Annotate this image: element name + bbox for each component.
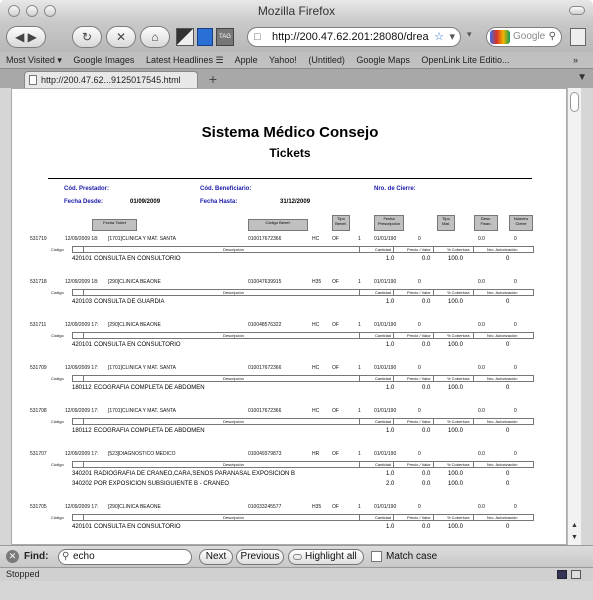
detail-code: 340202: [72, 481, 93, 487]
detail-header-cell: Cantidad: [375, 333, 392, 338]
search-placeholder: Google: [513, 31, 546, 42]
detail-header-cell: Cantidad: [375, 462, 392, 467]
ticket-tb: HC: [312, 408, 320, 414]
nro-cierre-label: Nro. de Cierre:: [374, 186, 416, 192]
ticket-provider: [290]CLINICA BEAONE: [108, 504, 161, 510]
ticket-n: 1: [358, 504, 361, 510]
new-tab-button[interactable]: +: [208, 71, 218, 87]
ticket-n: 1: [358, 451, 361, 457]
detail-header-divider: [433, 515, 434, 520]
back-icon[interactable]: ◀: [15, 30, 25, 44]
highlight-all-button[interactable]: [288, 549, 364, 565]
detail-header-cell: Nro. Autorización: [487, 462, 518, 467]
ticket-c: 0: [514, 236, 517, 242]
tab-bar: [0, 68, 593, 88]
detail-auth: 0: [506, 342, 510, 348]
ticket-id: 531719: [30, 236, 47, 242]
fecha-hasta-value: 31/12/2009: [280, 199, 311, 205]
ticket-c: 0: [514, 451, 517, 457]
detail-qty: 1.0: [386, 299, 395, 305]
detail-header: [51, 418, 534, 425]
fecha-desde-label: Fecha Desde:: [64, 199, 104, 205]
ticket-date: 12/09/2009 17:: [65, 504, 99, 510]
detail-cov: 100.0: [448, 471, 464, 477]
detail-desc: ECOGRAFIA COMPLETA DE ABDOMEN: [94, 428, 205, 434]
detail-auth: 0: [506, 524, 510, 530]
detail-header-cell: Descripción: [223, 515, 244, 520]
ticket-benef: 010049379873: [248, 451, 282, 457]
page-subtitle: Tickets: [269, 146, 311, 160]
reload-button[interactable]: [72, 26, 102, 48]
detail-code: 420101: [72, 524, 93, 530]
detail-header-divider: [359, 419, 360, 424]
ticket-c: 0: [514, 365, 517, 371]
detail-header-cell: Código: [51, 333, 64, 338]
ticket-a: 0: [418, 365, 421, 371]
detail-price: 0.0: [422, 299, 431, 305]
page-icon: [29, 75, 37, 85]
ticket-c: 0: [514, 504, 517, 510]
detail-header-divider: [393, 247, 394, 252]
detail-header-divider: [393, 419, 394, 424]
ticket-c: 0: [514, 322, 517, 328]
detail-header-cell: % Cobertura: [447, 419, 470, 424]
detail-desc: POR EXPOSICION SUBSIGUIENTE B - CRANEO: [94, 481, 230, 487]
ticket-tb: H35: [312, 279, 322, 285]
page-content: [11, 88, 567, 545]
find-bar: [0, 545, 593, 567]
detail-qty: 1.0: [386, 524, 395, 530]
detail-price: 0.0: [422, 471, 431, 477]
ticket-presc: 01/01/190: [374, 365, 397, 371]
stop-button[interactable]: [106, 26, 136, 48]
stop-icon: ✕: [115, 30, 127, 44]
header-numero-cierre: Número Cierre: [509, 215, 533, 231]
fecha-desde-value: 01/09/2009: [130, 199, 161, 205]
url-bar[interactable]: [247, 27, 461, 47]
detail-header-cell: Código: [51, 419, 64, 424]
detail-auth: 0: [506, 256, 510, 262]
detail-header-cell: % Cobertura: [447, 290, 470, 295]
ticket-n: 1: [358, 408, 361, 414]
detail-header-divider: [473, 515, 474, 520]
ticket-provider: [1701]CLINICA Y MAT. SANTA: [108, 365, 176, 371]
detail-header: [51, 289, 534, 296]
vertical-scrollbar[interactable]: [567, 88, 581, 545]
detail-header-divider: [393, 376, 394, 381]
ticket-id: 531708: [30, 408, 47, 414]
ticket-of: OF: [332, 408, 339, 414]
tab-title: http://200.47.62...9125017545.html: [41, 75, 181, 85]
detail-header-divider: [393, 290, 394, 295]
detail-header-divider: [473, 419, 474, 424]
bookmarks-overflow-icon[interactable]: »: [572, 55, 578, 65]
detail-header-cell: Precio / Valor: [407, 462, 431, 467]
detail-cov: 100.0: [448, 481, 464, 487]
cod-prestador-label: Cód. Prestador:: [64, 186, 110, 192]
ticket-benef: 010017672366: [248, 236, 282, 242]
detail-desc: CONSULTA EN CONSULTORIO: [94, 524, 181, 530]
header-tipo-mat: Tipo Mat.: [437, 215, 455, 231]
detail-qty: 1.0: [386, 385, 395, 391]
ticket-presc: 01/01/190: [374, 451, 397, 457]
detail-code: 420101: [72, 256, 93, 262]
detail-auth: 0: [506, 385, 510, 391]
minimize-window-button[interactable]: [26, 5, 38, 17]
ticket-a: 0: [418, 236, 421, 242]
header-tipo-benef: Tipo Benef.: [332, 215, 350, 231]
detail-cov: 100.0: [448, 524, 464, 530]
ticket-benef: 010047639915: [248, 279, 282, 285]
ticket-date: 12/09/2009 17:: [65, 408, 99, 414]
ticket-benef: 010017672366: [248, 408, 282, 414]
ticket-of: OF: [332, 451, 339, 457]
detail-header: [51, 246, 534, 253]
detail-header-divider: [433, 376, 434, 381]
ticket-presc: 01/01/190: [374, 322, 397, 328]
detail-header-divider: [433, 462, 434, 467]
detail-header-cell: Cantidad: [375, 515, 392, 520]
ticket-b: 0.0: [478, 504, 485, 510]
ticket-a: 0: [418, 451, 421, 457]
detail-header-cell: Código: [51, 462, 64, 467]
detail-price: 0.0: [422, 385, 431, 391]
detail-header-divider: [359, 333, 360, 338]
ticket-a: 0: [418, 322, 421, 328]
ticket-n: 1: [358, 236, 361, 242]
ticket-provider: [1701]CLINICA Y MAT. SANTA: [108, 408, 176, 414]
ticket-of: OF: [332, 279, 339, 285]
status-bar: [0, 567, 593, 581]
ticket-date: 12/09/2009 17:: [65, 365, 99, 371]
detail-header-cell: % Cobertura: [447, 333, 470, 338]
match-case-checkbox[interactable]: [371, 551, 382, 562]
bookmark-apple[interactable]: Apple: [234, 55, 258, 65]
detail-header-cell: Descripción: [223, 462, 244, 467]
close-find-icon[interactable]: ✕: [6, 550, 19, 563]
detail-header-divider: [393, 462, 394, 467]
detail-header-divider: [393, 333, 394, 338]
zoom-window-button[interactable]: [44, 5, 56, 17]
ticket-benef: 010048576322: [248, 322, 282, 328]
divider: [48, 178, 532, 179]
ticket-of: OF: [332, 365, 339, 371]
header-fecha-ticket: Fecha Ticket: [92, 219, 137, 231]
title-bar: [0, 0, 593, 22]
detail-header-divider: [359, 515, 360, 520]
home-button[interactable]: [140, 26, 170, 48]
google-icon[interactable]: [490, 30, 510, 44]
header-codigo-benef: Código Benef.: [248, 219, 308, 231]
ticket-b: 0.0: [478, 365, 485, 371]
detail-header-divider: [359, 247, 360, 252]
detail-desc: CONSULTA DE GUARDIA: [94, 299, 165, 305]
bookmark-google-maps[interactable]: Google Maps: [356, 55, 410, 65]
ticket-date: 12/09/2009 17:: [65, 451, 99, 457]
detail-header-divider: [83, 419, 84, 424]
find-label: Find:: [24, 551, 49, 562]
ticket-of: OF: [332, 504, 339, 510]
search-icon[interactable]: ⚲: [548, 31, 556, 42]
ticket-presc: 01/01/190: [374, 236, 397, 242]
detail-price: 0.0: [422, 524, 431, 530]
close-window-button[interactable]: [8, 5, 20, 17]
detail-code: 420101: [72, 342, 93, 348]
detail-qty: 1.0: [386, 428, 395, 434]
detail-header: [51, 375, 534, 382]
detail-auth: 0: [506, 428, 510, 434]
detail-header-cell: Código: [51, 290, 64, 295]
bookmark-yahoo[interactable]: Yahoo!: [268, 55, 297, 65]
detail-code: 420103: [72, 299, 93, 305]
ticket-c: 0: [514, 279, 517, 285]
detail-header-cell: Precio / Valor: [407, 376, 431, 381]
detail-header-cell: Nro. Autorización: [487, 419, 518, 424]
find-next-button[interactable]: Next: [199, 549, 233, 565]
ticket-benef: 010017672366: [248, 365, 282, 371]
detail-header-divider: [473, 290, 474, 295]
search-field[interactable]: [486, 27, 562, 47]
cod-beneficiario-label: Cód. Beneficiario:: [200, 186, 252, 192]
star-icon[interactable]: ☆: [434, 31, 444, 43]
detail-auth: 0: [506, 471, 510, 477]
detail-header-cell: Código: [51, 515, 64, 520]
ticket-b: 0.0: [478, 279, 485, 285]
find-previous-button[interactable]: Previous: [236, 549, 284, 565]
detail-price: 0.0: [422, 428, 431, 434]
home-icon: ⌂: [151, 30, 159, 44]
detail-header: [51, 332, 534, 339]
tab-list-icon[interactable]: ▼: [577, 72, 587, 83]
detail-price: 0.0: [422, 256, 431, 262]
window-title: Mozilla Firefox: [257, 4, 336, 18]
detail-price: 0.0: [422, 342, 431, 348]
detail-desc: ECOGRAFIA COMPLETA DE ABDOMEN: [94, 385, 205, 391]
ticket-presc: 01/01/190: [374, 279, 397, 285]
ticket-tb: HR: [312, 451, 320, 457]
find-input[interactable]: [58, 549, 192, 565]
detail-header-cell: Descripción: [223, 419, 244, 424]
detail-qty: 1.0: [386, 342, 395, 348]
detail-header-cell: % Cobertura: [447, 247, 470, 252]
bookmark-most-visited[interactable]: Most Visited ▾: [6, 55, 62, 65]
ticket-provider: [290]CLINICA BEAONE: [108, 279, 161, 285]
detail-header-divider: [83, 247, 84, 252]
ticket-date: 12/09/2009 18:: [65, 236, 99, 242]
ticket-b: 0.0: [478, 451, 485, 457]
bookmarks-toolbar: [0, 52, 593, 68]
toolbar-toggle-button[interactable]: [569, 6, 585, 15]
detail-header-divider: [359, 376, 360, 381]
detail-header-divider: [433, 419, 434, 424]
scrollbar-thumb[interactable]: [570, 92, 579, 112]
detail-code: 340201: [72, 471, 93, 477]
detail-auth: 0: [506, 481, 510, 487]
detail-header: [51, 514, 534, 521]
ticket-tb: H35: [312, 504, 322, 510]
match-case-label: Match case: [386, 551, 438, 562]
ticket-date: 12/09/2009 18:: [65, 279, 99, 285]
detail-header-cell: Descripción: [223, 376, 244, 381]
highlight-all-label: Highlight all: [305, 551, 357, 562]
detail-header-cell: Descripción: [223, 333, 244, 338]
reload-icon: ↻: [81, 30, 93, 44]
detail-header-cell: Nro. Autorización: [487, 290, 518, 295]
tab-current[interactable]: [24, 71, 198, 89]
detail-header-cell: Nro. Autorización: [487, 515, 518, 520]
detail-header-cell: % Cobertura: [447, 376, 470, 381]
fecha-hasta-label: Fecha Hasta:: [200, 199, 238, 205]
ticket-id: 531707: [30, 451, 47, 457]
detail-price: 0.0: [422, 481, 431, 487]
detail-header-divider: [473, 376, 474, 381]
detail-code: 180112: [72, 385, 92, 391]
chevron-down-icon[interactable]: ▾: [449, 31, 455, 43]
search-icon: ⚲: [62, 551, 70, 562]
detail-cov: 100.0: [448, 342, 464, 348]
detail-code: 180112: [72, 428, 92, 434]
detail-header-divider: [433, 247, 434, 252]
bookmark-latest-headlines[interactable]: Latest Headlines ☰: [145, 55, 224, 65]
ticket-n: 1: [358, 322, 361, 328]
detail-header-divider: [433, 333, 434, 338]
status-addon-icon[interactable]: [557, 570, 567, 579]
detail-header-cell: Nro. Autorización: [487, 247, 518, 252]
detail-cov: 100.0: [448, 385, 464, 391]
status-text: Stopped: [6, 569, 40, 579]
ticket-a: 0: [418, 408, 421, 414]
ticket-n: 1: [358, 279, 361, 285]
detail-desc: RADIOGRAFIA DE CRANEO,CARA,SENOS PARANASAL EXPOSICION B: [94, 471, 296, 477]
forward-icon[interactable]: ▶: [27, 30, 37, 44]
ticket-b: 0.0: [478, 322, 485, 328]
detail-header-divider: [473, 247, 474, 252]
ticket-tb: HC: [312, 236, 320, 242]
ticket-date: 12/09/2009 17:: [65, 322, 99, 328]
ticket-of: OF: [332, 322, 339, 328]
detail-auth: 0: [506, 299, 510, 305]
detail-header-cell: Precio / Valor: [407, 247, 431, 252]
detail-header-divider: [473, 333, 474, 338]
detail-header-divider: [359, 462, 360, 467]
detail-header-cell: Cantidad: [375, 247, 392, 252]
ticket-b: 0.0: [478, 236, 485, 242]
ticket-id: 531711: [30, 322, 47, 328]
detail-header-divider: [393, 515, 394, 520]
ticket-presc: 01/01/190: [374, 408, 397, 414]
detail-desc: CONSULTA EN CONSULTORIO: [94, 256, 181, 262]
detail-header-cell: % Cobertura: [447, 515, 470, 520]
screengrab-icon[interactable]: [176, 28, 194, 46]
detail-cov: 100.0: [448, 299, 464, 305]
ticket-a: 0: [418, 279, 421, 285]
find-input-value: echo: [73, 551, 95, 562]
window-bottom: [0, 581, 593, 600]
detail-qty: 2.0: [386, 481, 395, 487]
url-text: http://200.47.62.201:28080/drea: [272, 31, 429, 43]
ticket-provider: [1701]CLINICA Y MAT. SANTA: [108, 236, 176, 242]
detail-header-cell: Precio / Valor: [407, 290, 431, 295]
ticket-c: 0: [514, 408, 517, 414]
detail-header-cell: Cantidad: [375, 290, 392, 295]
page-title: Sistema Médico Consejo: [201, 124, 379, 141]
detail-header-divider: [359, 290, 360, 295]
bookmark-page-icon[interactable]: [197, 28, 213, 46]
ticket-id: 531709: [30, 365, 47, 371]
detail-desc: CONSULTA EN CONSULTORIO: [94, 342, 181, 348]
tag-icon[interactable]: TAG: [216, 28, 234, 46]
ticket-id: 531718: [30, 279, 47, 285]
detail-header: [51, 461, 534, 468]
ticket-benef: 010033245577: [248, 504, 282, 510]
detail-header-divider: [473, 462, 474, 467]
ticket-n: 1: [358, 365, 361, 371]
ticket-presc: 01/01/190: [374, 504, 397, 510]
dropdown-icon[interactable]: ▾: [467, 29, 472, 39]
ticket-tb: HC: [312, 322, 320, 328]
ticket-of: OF: [332, 236, 339, 242]
bookmark-untitled[interactable]: (Untitled): [308, 55, 345, 65]
ticket-tb: HC: [312, 365, 320, 371]
detail-header-cell: Código: [51, 247, 64, 252]
detail-header-cell: Cantidad: [375, 376, 392, 381]
ticket-a: 0: [418, 504, 421, 510]
detail-header-divider: [83, 462, 84, 467]
scroll-down-icon[interactable]: ▼: [571, 534, 578, 541]
ticket-id: 531705: [30, 504, 47, 510]
navigation-toolbar: [0, 22, 593, 52]
ticket-provider: [523]DIAGNOSTICO MEDICO: [108, 451, 176, 457]
detail-header-cell: Precio / Valor: [407, 333, 431, 338]
header-desc-finan: Desc. Finan.: [474, 215, 498, 231]
bookmark-openlink[interactable]: OpenLink Lite Editio...: [421, 55, 510, 65]
detail-qty: 1.0: [386, 471, 395, 477]
detail-header-cell: Precio / Valor: [407, 419, 431, 424]
sidebar-icon[interactable]: [570, 28, 586, 46]
detail-header-cell: Descripción: [223, 247, 244, 252]
detail-cov: 100.0: [448, 256, 464, 262]
detail-header-cell: Cantidad: [375, 419, 392, 424]
ticket-b: 0.0: [478, 408, 485, 414]
detail-header-cell: % Cobertura: [447, 462, 470, 467]
scroll-up-icon[interactable]: ▲: [571, 522, 578, 529]
detail-header-divider: [83, 515, 84, 520]
detail-header-divider: [83, 333, 84, 338]
detail-header-divider: [83, 376, 84, 381]
bookmark-google-images[interactable]: Google Images: [73, 55, 135, 65]
detail-header-divider: [433, 290, 434, 295]
detail-header-cell: Precio / Valor: [407, 515, 431, 520]
detail-header-divider: [83, 290, 84, 295]
highlight-icon: [293, 554, 302, 560]
detail-header-cell: Nro. Autorización: [487, 376, 518, 381]
page-icon: □: [254, 31, 261, 43]
ticket-provider: [290]CLINICA BEAONE: [108, 322, 161, 328]
detail-header-cell: Código: [51, 376, 64, 381]
header-fecha-prescripcion: Fecha Prescripción: [374, 215, 404, 231]
detail-header-cell: Nro. Autorización: [487, 333, 518, 338]
detail-header-cell: Descripción: [223, 290, 244, 295]
detail-cov: 100.0: [448, 428, 464, 434]
detail-qty: 1.0: [386, 256, 395, 262]
back-forward-buttons[interactable]: [6, 26, 46, 48]
status-grid-icon[interactable]: [571, 570, 581, 579]
